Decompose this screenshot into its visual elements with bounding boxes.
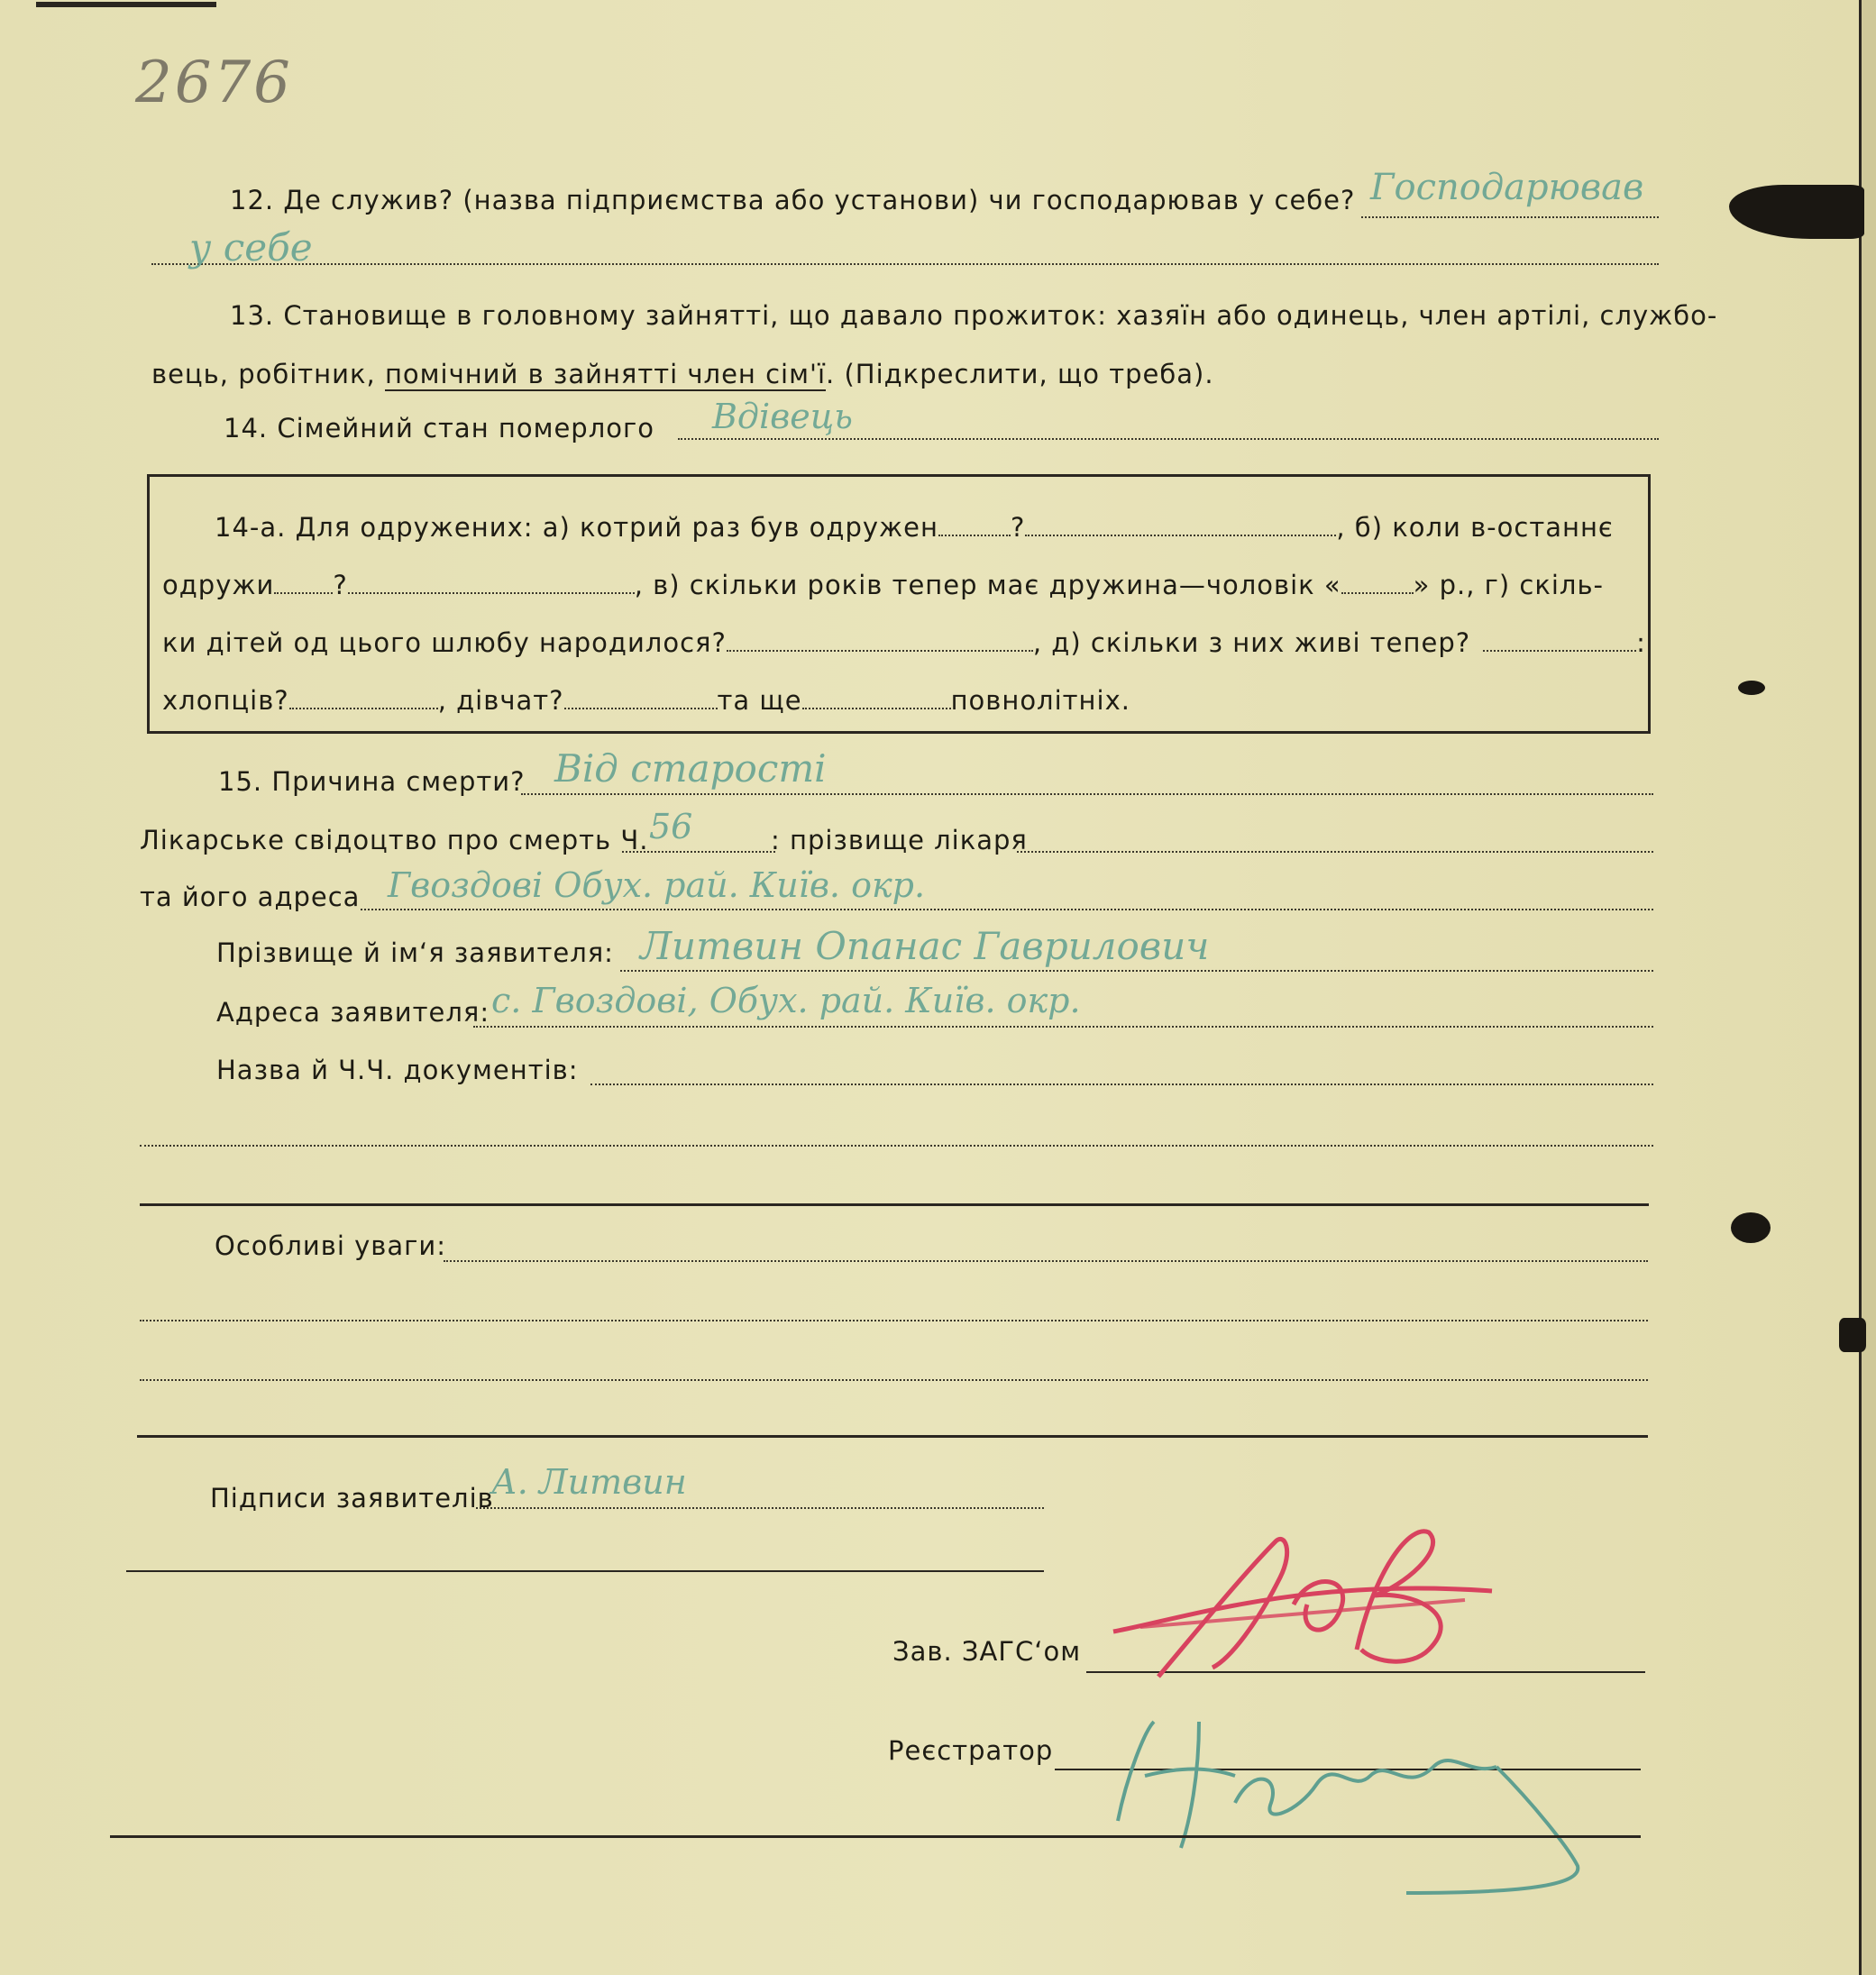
- binding-hole: [1731, 1212, 1771, 1243]
- head-zags-label: Зав. ЗАГС‘ом: [892, 1636, 1082, 1667]
- item12-dots-2: [151, 263, 1659, 265]
- item14a-line1-b: ?: [1010, 512, 1026, 543]
- item14a-line1: [215, 512, 1614, 543]
- item14a-line4-b: , дівчат?: [437, 685, 564, 716]
- item13-line2-a: вець, робітник,: [151, 359, 385, 389]
- page-binding-edge: [1859, 0, 1876, 1975]
- item14a-line2-c: , в) скільки років тепер має дружина—чоловік «: [634, 570, 1341, 600]
- item13-line2: [151, 359, 1214, 389]
- medical-number-dots: [622, 851, 775, 853]
- bottom-rule: [110, 1835, 1641, 1838]
- applicant-address-dots: [473, 1026, 1653, 1028]
- binding-hole: [1839, 1318, 1866, 1352]
- notes-label: Особливі уваги:: [215, 1230, 447, 1261]
- item12-answer-2: у себе: [189, 225, 313, 270]
- registrar-label: Реєстратор: [888, 1735, 1054, 1766]
- top-edge-mark: [36, 2, 216, 7]
- section-rule-2: [137, 1435, 1648, 1438]
- item14a-line4-c: та ще: [717, 685, 802, 716]
- item14a-line2-a: одружи: [162, 570, 275, 600]
- documents-dots-2: [140, 1145, 1653, 1147]
- item14a-line3: [162, 627, 1646, 658]
- address-label: та його адреса: [140, 882, 361, 912]
- item14a-line3-c: :: [1636, 627, 1646, 658]
- item15-dots: [521, 793, 1653, 795]
- item14-dots: [678, 438, 1659, 440]
- medical-label-a: Лікарське свідоцтво про смерть Ч.: [140, 825, 649, 855]
- applicants-signature-dots: [476, 1507, 1044, 1509]
- applicant-address-answer: с. Гвоздові, Обух. рай. Київ. окр.: [491, 981, 1081, 1020]
- item14a-line1-a: 14-а. Для одружених: а) котрий раз був одружен: [215, 512, 938, 543]
- binding-hole: [1738, 681, 1765, 695]
- item14-answer: Вдівець: [712, 397, 853, 436]
- item14a-line4-d: повнолітніх.: [950, 685, 1130, 716]
- address-answer: Гвоздові Обух. рай. Київ. окр.: [388, 865, 926, 905]
- documents-dots-1: [590, 1084, 1653, 1085]
- documents-label: Назва й Ч.Ч. документів:: [216, 1055, 579, 1085]
- item13-underlined-option: помічний в зайнятті член сім'ї: [384, 359, 827, 389]
- item15-answer: Від старості: [554, 746, 827, 791]
- item14a-line3-b: , д) скільки з них живі тепер?: [1032, 627, 1471, 658]
- notes-dots-1: [444, 1260, 1648, 1262]
- applicants-signature: А. Литвин: [491, 1462, 687, 1502]
- applicant-name-dots: [620, 970, 1653, 972]
- item14a-line4-a: хлопців?: [162, 685, 289, 716]
- item14a-line3-a: ки дітей од цього шлюбу народилося?: [162, 627, 727, 658]
- applicant-name-label: Прізвище й ім‘я заявителя:: [216, 937, 614, 968]
- item13-line1: 13. Становище в головному зайнятті, що давало прожиток: хазяїн або одинець, член артілі, службо-: [230, 300, 1718, 331]
- applicants-signature-line: [126, 1570, 1044, 1572]
- page-number-pencil: 2676: [135, 50, 293, 116]
- applicant-address-label: Адреса заявителя:: [216, 997, 490, 1028]
- item12-label: 12. Де служив? (назва підприємства або установи) чи господарював у себе?: [230, 185, 1356, 215]
- doctor-name-dots: [1017, 851, 1653, 853]
- item14-label: 14. Сімейний стан померлого: [224, 413, 654, 443]
- item14a-line2-b: ?: [333, 570, 348, 600]
- item14a-line2: [162, 570, 1604, 600]
- item12-answer-1: Господарював: [1370, 167, 1644, 208]
- item15-label: 15. Причина смерти?: [218, 766, 526, 797]
- item14a-line1-c: , б) коли в-останнє: [1336, 512, 1614, 543]
- applicants-signature-label: Підписи заявителів: [210, 1483, 494, 1513]
- medical-number: 56: [649, 807, 693, 846]
- item14a-line2-d: » р., г) скіль-: [1413, 570, 1605, 600]
- item13-line2-b: . (Підкреслити, що треба).: [826, 359, 1214, 389]
- notes-dots-2: [140, 1320, 1648, 1321]
- section-rule-1: [140, 1203, 1649, 1206]
- address-dots: [361, 909, 1653, 910]
- notes-dots-3: [140, 1379, 1648, 1381]
- item14a-line4: [162, 685, 1130, 716]
- applicant-name-answer: Литвин Опанас Гаврилович: [640, 924, 1210, 968]
- registrar-signature-green: [1046, 1668, 1623, 1902]
- item12-dots-1: [1361, 216, 1659, 218]
- medical-label-b: : прізвище лікаря: [771, 825, 1028, 855]
